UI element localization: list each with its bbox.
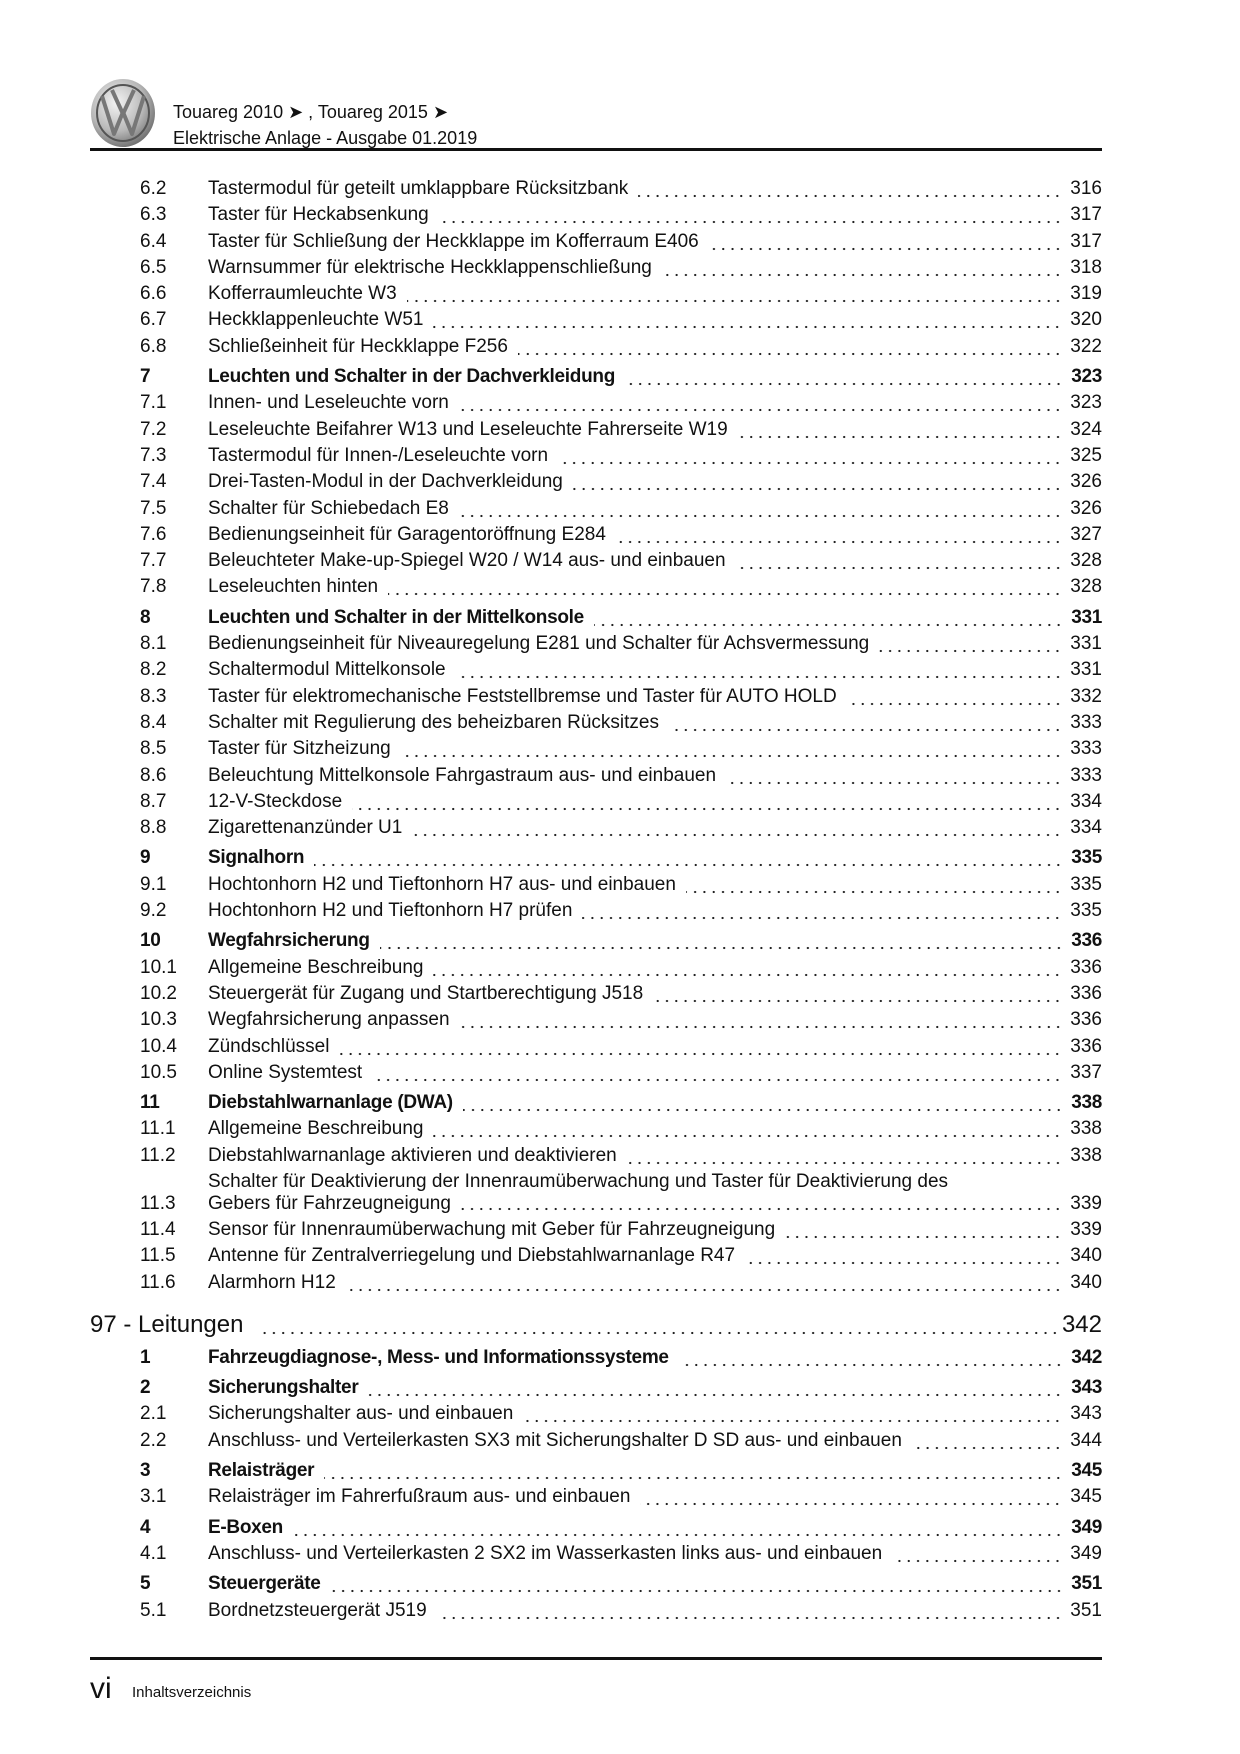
toc-entry[interactable] <box>90 872 1102 898</box>
toc-entry[interactable] <box>90 1060 1102 1086</box>
toc-entry[interactable] <box>90 631 1102 657</box>
dot-leader <box>368 1375 1063 1401</box>
toc-page: 323 <box>1070 392 1102 414</box>
footer-page-number: vi <box>90 1672 112 1705</box>
toc-section[interactable] <box>90 928 1102 954</box>
toc-page: 322 <box>1070 335 1102 357</box>
toc-page: 342 <box>1061 1310 1102 1338</box>
toc-page: 351 <box>1070 1599 1102 1621</box>
toc-number: 11.2 <box>140 1144 176 1166</box>
toc-page: 317 <box>1070 204 1102 226</box>
toc-section[interactable] <box>90 1345 1102 1371</box>
toc-number: 7.6 <box>140 523 167 545</box>
toc-entry[interactable] <box>90 1143 1102 1169</box>
dot-leader <box>785 1217 1062 1243</box>
toc-number: 10.2 <box>140 982 177 1004</box>
toc-section[interactable] <box>90 1375 1102 1401</box>
toc-section[interactable] <box>90 1515 1102 1541</box>
dot-leader <box>433 955 1062 981</box>
toc-title: 12-V-Steckdose <box>208 790 343 812</box>
toc-entry[interactable] <box>90 1428 1102 1454</box>
dot-leader <box>736 548 1063 574</box>
toc-entry[interactable] <box>90 417 1102 443</box>
toc-title: Online Systemtest <box>208 1061 363 1083</box>
toc-title: Relaisträger im Fahrerfußraum aus- und einbauen <box>208 1486 631 1508</box>
toc-title: E-Boxen <box>208 1516 283 1538</box>
toc-number: 7.4 <box>140 471 167 493</box>
toc-page: 345 <box>1070 1486 1102 1508</box>
toc-number: 8.1 <box>140 633 167 655</box>
toc-number: 10 <box>140 930 161 952</box>
toc-title: Steuergeräte <box>208 1573 321 1595</box>
toc-entry[interactable] <box>90 981 1102 1007</box>
toc-page: 338 <box>1070 1144 1102 1166</box>
toc-title: Leuchten und Schalter in der Mittelkonsole <box>208 606 584 628</box>
dot-leader <box>463 1090 1063 1116</box>
toc-entry[interactable] <box>90 1169 1102 1217</box>
toc-page: 339 <box>1070 1192 1102 1214</box>
toc-number: 8.4 <box>140 711 167 733</box>
toc-entry[interactable] <box>90 657 1102 683</box>
toc-number: 7.8 <box>140 576 167 598</box>
toc-page: 336 <box>1070 1035 1102 1057</box>
toc-section[interactable] <box>90 364 1102 390</box>
dot-leader <box>407 281 1063 307</box>
dot-leader <box>662 255 1062 281</box>
toc-number: 6.4 <box>140 230 167 252</box>
toc-number: 10.4 <box>140 1035 177 1057</box>
toc-title: Diebstahlwarnanlage (DWA) <box>208 1092 453 1114</box>
toc-title: Hochtonhorn H2 und Tieftonhorn H7 prüfen <box>208 900 573 922</box>
toc-number: 8.6 <box>140 764 167 786</box>
toc-number: 11 <box>140 1092 160 1114</box>
dot-leader <box>331 1571 1064 1597</box>
dot-leader <box>679 1345 1064 1371</box>
toc-title: Innen- und Leseleuchte vorn <box>208 392 449 414</box>
toc-title: Drei-Tasten-Modul in der Dachverkleidung <box>208 471 563 493</box>
dot-leader <box>653 981 1062 1007</box>
toc-page: 333 <box>1070 764 1102 786</box>
toc-page: 345 <box>1071 1460 1102 1482</box>
toc-section[interactable] <box>90 605 1102 631</box>
toc-page: 351 <box>1071 1573 1102 1595</box>
toc-title: Schließeinheit für Heckklappe F256 <box>208 335 508 357</box>
toc-page: 342 <box>1071 1346 1102 1368</box>
toc-entry[interactable] <box>90 574 1102 600</box>
toc-number: 9.2 <box>140 900 167 922</box>
footer-divider <box>90 1657 1102 1660</box>
toc-page: 320 <box>1070 309 1102 331</box>
toc-page: 338 <box>1071 1092 1102 1114</box>
dot-leader <box>412 815 1062 841</box>
dot-leader <box>594 605 1063 631</box>
dot-leader <box>625 364 1063 390</box>
dot-leader <box>912 1428 1062 1454</box>
toc-entry[interactable] <box>90 1401 1102 1427</box>
toc-number: 5.1 <box>140 1599 167 1621</box>
toc-number: 8.2 <box>140 659 167 681</box>
toc-page: 324 <box>1070 418 1102 440</box>
toc-page: 339 <box>1070 1218 1102 1240</box>
toc-page: 331 <box>1071 606 1102 628</box>
toc-number: 10.3 <box>140 1009 177 1031</box>
toc-number: 6.6 <box>140 283 167 305</box>
toc-number: 8.5 <box>140 738 167 760</box>
toc-page: 335 <box>1071 847 1102 869</box>
toc-number: 9.1 <box>140 873 167 895</box>
dot-leader <box>686 872 1062 898</box>
toc-page: 318 <box>1070 256 1102 278</box>
dot-leader <box>558 443 1062 469</box>
toc-number: 7 <box>140 366 151 388</box>
toc-page: 325 <box>1070 444 1102 466</box>
toc-page: 340 <box>1070 1271 1102 1293</box>
dot-leader <box>352 789 1062 815</box>
toc-title: Alarmhorn H12 <box>208 1271 336 1293</box>
toc-entry[interactable] <box>90 229 1102 255</box>
toc-page: 316 <box>1070 178 1102 199</box>
toc-chapter[interactable] <box>90 1309 1102 1341</box>
toc-title: Allgemeine Beschreibung <box>208 1118 424 1140</box>
toc-number: 6.2 <box>140 178 167 199</box>
toc-number: 9 <box>140 847 151 869</box>
dot-leader <box>433 1116 1062 1142</box>
toc-entry[interactable] <box>90 763 1102 789</box>
toc-entry[interactable] <box>90 1243 1102 1269</box>
toc-page: 336 <box>1070 1009 1102 1031</box>
toc-number: 8.7 <box>140 790 167 812</box>
footer-label: Inhaltsverzeichnis <box>132 1684 252 1701</box>
toc-title: Signalhorn <box>208 847 305 869</box>
toc-section[interactable] <box>90 1458 1102 1484</box>
dot-leader <box>638 176 1062 202</box>
toc-title: Taster für elektromechanische Feststellbremse und Taster für AUTO HOLD <box>208 685 837 707</box>
toc-entry[interactable] <box>90 307 1102 333</box>
toc-page: 335 <box>1070 873 1102 895</box>
toc-title: Leseleuchten hinten <box>208 576 379 598</box>
toc-number: 10.5 <box>140 1061 177 1083</box>
toc-entry[interactable] <box>90 1034 1102 1060</box>
toc-title: Tastermodul für Innen-/Leseleuchte vorn <box>208 444 549 466</box>
header-model-line: Touareg 2010 ➤ , Touareg 2015 ➤ <box>173 102 449 122</box>
toc-number: 7.7 <box>140 550 167 572</box>
toc-title: Steuergerät für Zugang und Startberechtigung J518 <box>208 982 644 1004</box>
toc-page: 344 <box>1070 1429 1102 1451</box>
toc-number: 7.1 <box>140 392 167 414</box>
dot-leader <box>293 1515 1063 1541</box>
toc-page: 343 <box>1070 1403 1102 1425</box>
toc-page: 331 <box>1070 633 1102 655</box>
toc-page: 337 <box>1070 1061 1102 1083</box>
dot-leader <box>518 334 1062 360</box>
toc-title: Heckklappenleuchte W51 <box>208 309 424 331</box>
dot-leader <box>433 307 1062 333</box>
toc-number: 11.1 <box>140 1118 176 1140</box>
toc-section[interactable] <box>90 1571 1102 1597</box>
toc-title: Bedienungseinheit für Garagentoröffnung E284 <box>208 523 606 545</box>
toc-number: 11.3 <box>140 1192 176 1214</box>
toc-title: Taster für Sitzheizung <box>208 738 391 760</box>
dot-leader <box>380 928 1064 954</box>
toc-entry[interactable] <box>90 255 1102 281</box>
toc-number: 8.8 <box>140 817 167 839</box>
dot-leader <box>459 390 1062 416</box>
dot-leader <box>257 1309 1059 1341</box>
toc-page: 332 <box>1070 685 1102 707</box>
toc-entry[interactable] <box>90 548 1102 574</box>
toc-title: Beleuchteter Make-up-Spiegel W20 / W14 aus- und einbauen <box>208 550 726 572</box>
toc-entry[interactable] <box>90 955 1102 981</box>
toc-page: 333 <box>1070 711 1102 733</box>
toc-title: Hochtonhorn H2 und Tieftonhorn H7 aus- und einbauen <box>208 873 676 895</box>
dot-leader <box>669 710 1062 736</box>
toc-title: Anschluss- und Verteilerkasten SX3 mit Sicherungshalter D SD aus- und einbauen <box>208 1429 902 1451</box>
toc-page: 323 <box>1071 366 1102 388</box>
dot-leader <box>372 1060 1062 1086</box>
toc-number: 2.2 <box>140 1429 167 1451</box>
dot-leader <box>346 1270 1063 1296</box>
toc-number: 11.4 <box>140 1218 176 1240</box>
toc-entry[interactable] <box>90 176 1102 202</box>
toc-title: Schalter mit Regulierung des beheizbaren Rücksitzes <box>208 711 659 733</box>
toc-page: 328 <box>1070 576 1102 598</box>
toc-title: Leuchten und Schalter in der Dachverkleidung <box>208 366 615 388</box>
dot-leader <box>879 631 1062 657</box>
toc-page: 335 <box>1070 900 1102 922</box>
toc-page: 338 <box>1070 1118 1102 1140</box>
dot-leader <box>726 763 1062 789</box>
toc-page: 334 <box>1070 790 1102 812</box>
toc-title: Sicherungshalter <box>208 1377 359 1399</box>
toc-title: Anschluss- und Verteilerkasten 2 SX2 im Wasserkasten links aus- und einbauen <box>208 1542 883 1564</box>
dot-leader <box>459 496 1062 522</box>
toc-title: Antenne für Zentralverriegelung und Diebstahlwarnanlage R47 <box>208 1245 736 1267</box>
toc-section[interactable] <box>90 845 1102 871</box>
toc-page: 317 <box>1070 230 1102 252</box>
toc-entry[interactable] <box>90 1598 1102 1624</box>
toc-title: Wegfahrsicherung <box>208 930 370 952</box>
toc-page: 331 <box>1070 659 1102 681</box>
toc-number: 8.3 <box>140 685 167 707</box>
toc-entry[interactable] <box>90 469 1102 495</box>
toc-section[interactable] <box>90 1090 1102 1116</box>
dot-leader <box>847 684 1063 710</box>
toc-page: 326 <box>1070 471 1102 493</box>
toc-number: 6.8 <box>140 335 167 357</box>
toc-entry[interactable] <box>90 202 1102 228</box>
toc-entry[interactable] <box>90 522 1102 548</box>
toc-entry[interactable] <box>90 443 1102 469</box>
toc-page: 319 <box>1070 283 1102 305</box>
toc-title: Sensor für Innenraumüberwachung mit Geber für Fahrzeugneigung <box>208 1218 776 1240</box>
toc-title: Fahrzeugdiagnose-, Mess- und Informationssysteme <box>208 1346 669 1368</box>
toc-title: 97 - Leitungen <box>90 1310 244 1338</box>
toc-number: 5 <box>140 1573 151 1595</box>
toc-number: 6.5 <box>140 256 167 278</box>
toc-title: Allgemeine Beschreibung <box>208 956 424 978</box>
toc-page: 336 <box>1071 930 1102 952</box>
toc-title: Bedienungseinheit für Niveauregelung E281 und Schalter für Achsvermessung <box>208 633 870 655</box>
toc-entry[interactable] <box>90 789 1102 815</box>
dot-leader <box>573 469 1062 495</box>
toc-page: 334 <box>1070 817 1102 839</box>
toc-number: 3.1 <box>140 1486 167 1508</box>
toc-title: Relaisträger <box>208 1460 315 1482</box>
vw-logo <box>90 78 156 148</box>
header-edition-line: Elektrische Anlage - Ausgabe 01.2019 <box>173 128 478 148</box>
toc-title: Zündschlüssel <box>208 1035 330 1057</box>
dot-leader <box>439 202 1063 228</box>
toc-number: 2.1 <box>140 1403 167 1425</box>
toc-entry[interactable] <box>90 496 1102 522</box>
toc-number: 10.1 <box>140 956 177 978</box>
toc-title: Taster für Heckabsenkung <box>208 204 429 226</box>
toc-title-block <box>208 1171 1102 1214</box>
toc-entry[interactable] <box>90 390 1102 416</box>
toc-entry[interactable] <box>90 334 1102 360</box>
toc-number: 7.3 <box>140 444 167 466</box>
toc-title: Kofferraumleuchte W3 <box>208 283 397 305</box>
toc-number: 11.6 <box>140 1271 176 1293</box>
toc-entry[interactable] <box>90 1484 1102 1510</box>
toc-entry[interactable] <box>90 815 1102 841</box>
table-of-contents <box>90 176 1102 1624</box>
toc-number: 8 <box>140 606 151 628</box>
toc-title: Schaltermodul Mittelkonsole <box>208 659 446 681</box>
toc-number: 6.3 <box>140 204 167 226</box>
toc-page: 326 <box>1070 497 1102 519</box>
toc-entry[interactable] <box>90 1541 1102 1567</box>
toc-title: Sicherungshalter aus- und einbauen <box>208 1403 514 1425</box>
toc-number: 7.5 <box>140 497 167 519</box>
toc-title: Schalter für Schiebedach E8 <box>208 497 449 519</box>
toc-page: 340 <box>1070 1245 1102 1267</box>
toc-page: 343 <box>1071 1377 1102 1399</box>
dot-leader <box>460 1007 1063 1033</box>
toc-entry[interactable] <box>90 684 1102 710</box>
toc-title: Taster für Schließung der Heckklappe im Kofferraum E406 <box>208 230 699 252</box>
toc-number: 2 <box>140 1377 151 1399</box>
toc-number: 1 <box>140 1346 151 1368</box>
toc-entry[interactable] <box>90 1217 1102 1243</box>
dot-leader <box>523 1401 1062 1427</box>
dot-leader <box>616 522 1062 548</box>
toc-entry[interactable] <box>90 710 1102 736</box>
toc-title: Leseleuchte Beifahrer W13 und Leseleuchte Fahrerseite W19 <box>208 418 728 440</box>
toc-title: Bordnetzsteuergerät J519 <box>208 1599 427 1621</box>
toc-page: 333 <box>1070 738 1102 760</box>
dot-leader <box>339 1034 1062 1060</box>
toc-entry[interactable] <box>90 1007 1102 1033</box>
dot-leader <box>627 1143 1063 1169</box>
toc-title: Wegfahrsicherung anpassen <box>208 1009 450 1031</box>
dot-leader <box>738 417 1063 443</box>
dot-leader <box>582 898 1062 924</box>
toc-entry[interactable] <box>90 281 1102 307</box>
dot-leader <box>892 1541 1062 1567</box>
toc-title: Zigarettenanzünder U1 <box>208 817 403 839</box>
dot-leader <box>461 1193 1062 1215</box>
toc-number: 6.7 <box>140 309 167 331</box>
toc-number: 3 <box>140 1460 151 1482</box>
toc-title: Diebstahlwarnanlage aktivieren und deaktivieren <box>208 1144 617 1166</box>
toc-number: 4.1 <box>140 1542 167 1564</box>
toc-page: 328 <box>1070 550 1102 572</box>
header-divider <box>90 148 1102 151</box>
toc-title: Tastermodul für geteilt umklappbare Rücksitzbank <box>208 178 629 199</box>
dot-leader <box>745 1243 1062 1269</box>
toc-title-line2 <box>208 1193 1102 1215</box>
toc-entry[interactable] <box>90 1270 1102 1296</box>
toc-number: 4 <box>140 1516 151 1538</box>
toc-page: 349 <box>1070 1542 1102 1564</box>
toc-number: 7.2 <box>140 418 167 440</box>
dot-leader <box>314 845 1063 871</box>
dot-leader <box>709 229 1063 255</box>
toc-title: Schalter für Deaktivierung der Innenraumüberwachung und Taster für Deaktivierung des <box>208 1171 949 1193</box>
toc-entry[interactable] <box>90 736 1102 762</box>
dot-leader <box>456 657 1063 683</box>
toc-entry[interactable] <box>90 1116 1102 1142</box>
toc-title-continued: Gebers für Fahrzeugneigung <box>208 1192 451 1214</box>
toc-page: 336 <box>1070 982 1102 1004</box>
dot-leader <box>640 1484 1062 1510</box>
toc-page: 336 <box>1070 956 1102 978</box>
toc-title: Beleuchtung Mittelkonsole Fahrgastraum aus- und einbauen <box>208 764 717 786</box>
dot-leader <box>324 1458 1063 1484</box>
dot-leader <box>401 736 1063 762</box>
toc-number: 11.5 <box>140 1245 176 1267</box>
dot-leader <box>437 1598 1063 1624</box>
toc-page: 327 <box>1070 523 1102 545</box>
toc-entry[interactable] <box>90 898 1102 924</box>
dot-leader <box>388 574 1062 600</box>
toc-page: 349 <box>1071 1516 1102 1538</box>
toc-title: Warnsummer für elektrische Heckklappenschließung <box>208 256 652 278</box>
